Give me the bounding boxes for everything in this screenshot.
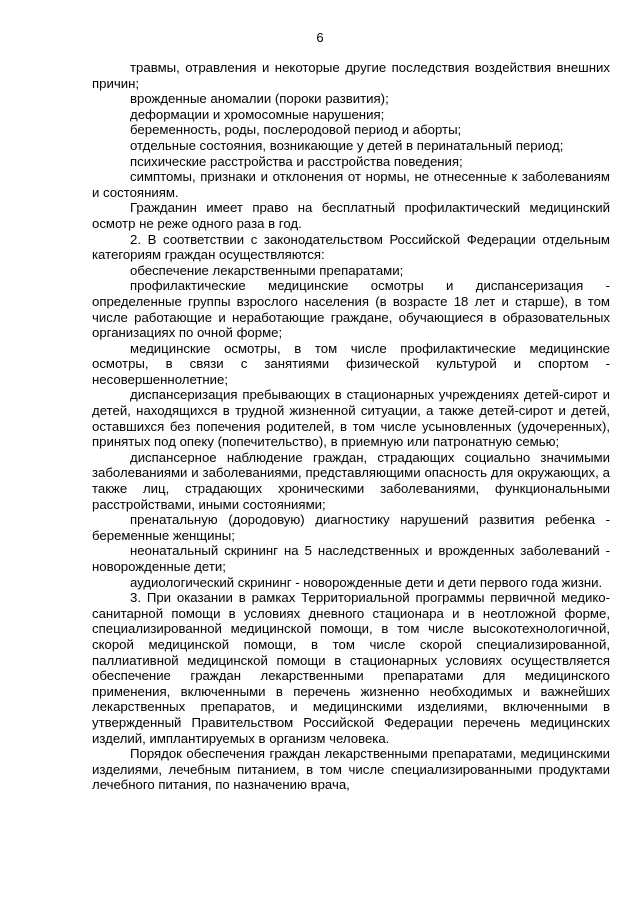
paragraph: 3. При оказании в рамках Территориальной программы первичной медико-санитарной помощи в условиях дневного стационара и в неотложной форме, специализированной медицинской помощи, в том числе высокотехнологичной, скорой медицинской помощи, в том числе скорой специализированной, паллиативной медицинской помощи в стационарных условиях осуществляется обеспечение граждан лекарственными препаратами для медицинского применения, включенными в перечень жизненно необходимых и важнейших лекарственных препаратов, и медицинскими изделиями, включенными в утвержденный Правительством Российской Федерации перечень медицинских изделий, имплантируемых в организм человека. <box>92 590 610 746</box>
paragraph: врожденные аномалии (пороки развития); <box>130 91 389 107</box>
paragraph: деформации и хромосомные нарушения; <box>130 106 385 122</box>
paragraph: Гражданин имеет право на бесплатный профилактический медицинский осмотр не реже одного раза в год. <box>92 200 610 231</box>
paragraph: 2. В соответствии с законодательством Российской Федерации отдельным категориям граждан осуществляются: <box>92 231 610 263</box>
paragraph: симптомы, признаки и отклонения от нормы, не отнесенные к заболеваниям и состояниям. <box>92 169 610 200</box>
document-body <box>92 60 610 793</box>
paragraph: диспансерное наблюдение граждан, страдающих социально значимыми заболеваниями и заболеваниями, представляющими опасность для окружающих, а также лиц, страдающих хроническими заболеваниями, функциональными расстройствами, иными состояниями; <box>92 449 610 512</box>
paragraph: Порядок обеспечения граждан лекарственными препаратами, медицинскими изделиями, лечебным питанием, в том числе специализированными продуктами лечебного питания, по назначению врача, <box>92 746 610 793</box>
paragraph: обеспечение лекарственными препаратами; <box>130 262 404 278</box>
paragraph: диспансеризация пребывающих в стационарных учреждениях детей-сирот и детей, находящихся в трудной жизненной ситуации, а также детей-сирот и детей, оставшихся без попечения родителей, в том числе усыновленных (удочеренных), принятых под опеку (попечительство), в приемную или патронатную семью; <box>92 387 610 450</box>
paragraph: травмы, отравления и некоторые другие последствия воздействия внешних причин; <box>92 60 610 91</box>
paragraph: психические расстройства и расстройства поведения; <box>130 153 463 169</box>
paragraph: неонатальный скрининг на 5 наследственных и врожденных заболеваний - новорожденные дети; <box>92 543 610 574</box>
paragraph: пренатальную (дородовую) диагностику нарушений развития ребенка - беременные женщины; <box>92 512 610 543</box>
paragraph: профилактические медицинские осмотры и диспансеризация - определенные группы взрослого населения (в возрасте 18 лет и старше), в том числе работающие и неработающие граждане, обучающиеся в образовательных организациях по очной форме; <box>92 278 610 341</box>
paragraph: отдельные состояния, возникающие у детей в перинатальный период; <box>130 137 564 153</box>
paragraph: медицинские осмотры, в том числе профилактические медицинские осмотры, в связи с занятиями физической культурой и спортом - несовершеннолетние; <box>92 340 610 387</box>
paragraph: аудиологический скрининг - новорожденные дети и дети первого года жизни. <box>130 574 603 590</box>
paragraph: беременность, роды, послеродовой период и аборты; <box>130 122 462 138</box>
page-number: 6 <box>316 30 324 45</box>
